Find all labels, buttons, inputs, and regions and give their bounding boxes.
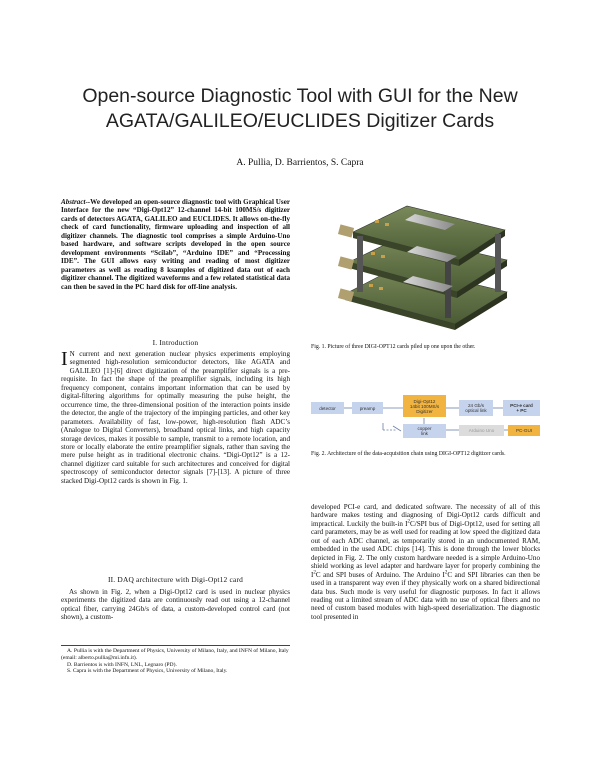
title-line-2: AGATA/GALILEO/EUCLIDES Digitizer Cards	[105, 110, 495, 132]
footnote-1: A. Pullia is with the Department of Physics, University of Milano, Italy, and INFN of Milano, Italy (email: alberto.pullia@mi.infn.it).	[61, 648, 289, 661]
block-preamp: preamp	[352, 402, 383, 414]
intro-heading: I. Introduction	[152, 338, 199, 347]
footnote-rule	[61, 645, 290, 646]
abstract-label: Abstract	[61, 198, 86, 206]
block-pci-card: PCI-e card + PC	[503, 400, 540, 416]
fig1-photo	[335, 196, 515, 334]
rc-text-b: C/SPI bus of Digi-Opt12, used for setting all card parameters, may be as well used for reading at low speed the digitized data out of each ADC channel, as temporarily stored in an undocumented RAM, embedded in the used ADC chips [14]. This is done through the lower blocks depicted in Fig. 2. The only custom hardware needed is a simple Arduino-Uno shield working as level adapter and hardware layer for properly combining the I	[311, 519, 540, 579]
fig1-caption: Fig. 1. Picture of three DIGI-OPT12 cards piled up one upon the other.	[311, 344, 476, 350]
rc-sup-2: 2	[313, 570, 316, 576]
card-stack-icon	[338, 206, 507, 330]
abstract	[61, 198, 290, 291]
daq-body: As shown in Fig. 2, when a Digi-Opt12 card is used in nuclear physics experiments the digitized data are continuously read out using a 12-channel optical fiber, carrying 24Gb/s of data, a custom-developed control card (not shown), a custom-	[61, 588, 290, 622]
fig2-diagram	[311, 390, 540, 446]
daq-heading: II. DAQ architecture with Digi-Opt12 card	[107, 575, 244, 584]
rc-text-c: C and SPI buses of Arduino. The Arduino I	[315, 570, 445, 579]
intro-dropcap: I	[61, 348, 68, 370]
footnotes	[61, 648, 290, 675]
intro-text: N current and next generation nuclear physics experiments employing segmented high-resolution semiconductor detectors, like AGATA and GALILEO [1]-[6] direct digitization of the preamplifier signals is a pre-requisite. In fact the shape of the preamplifier signals, including its high frequency component, contains important information that can be used by digital-filtering algorithms for optimally measuring the pulse height, the occurrence time, the three-dimensional position of the interaction points inside the detector, the angle of the trajectory of the impinging particles, and other key parameters. Availability of fast, low-power, high-resolution flash ADC’s (Analogue to Digital Converters), broadband optical links, and high capacity storage devices, makes it possible to sample, transmit to a remote location, and store or locally elaborate the entire preamplifier signals, rather than saving the mere pulse height as in traditional electronic chains. “Digi-Opt12” is a 12-channel digitizer card suitable for such architectures and conceived for digital spectroscopy of semiconductor detector signals [7]-[13]. A picture of three stacked Digi-Opt12 cards is shown in Fig. 1.	[61, 350, 290, 485]
authors: A. Pullia, D. Barrientos, S. Capra	[236, 158, 364, 168]
fig2-caption: Fig. 2. Architecture of the data-acquisition chain using DIGI-OPT12 digitizer cards.	[311, 451, 506, 457]
paper-title	[40, 84, 560, 134]
block-copper-link: copper link	[403, 424, 446, 438]
rc-text-a: developed PCI-e card, and dedicated software. The necessity of all of this hardware makes testing and diagnosing of Digi-Opt12 cards difficult and impractical. Luckily the built-in I	[311, 503, 540, 528]
abstract-text: --We developed an open-source diagnostic tool with Graphical User Interface for the new “Digi-Opt12” 12-channel 14-bit 100MS/s digitizer cards of detectors AGATA, GALILEO and EUCLIDES. It allows on-the-fly check of card functionality, firmware uploading and inspection of all digitizer channels. The diagnostic tool comprises a simple Arduino-Uno based hardware, and software scripts developed in the open source development environments “Scilab”, “Arduino IDE” and “Processing IDE”. The GUI allows easy writing and reading of most digitizer parameters as well as reading 8 ksamples of digitized data out of each digitizer channel. The digitized waveforms and a few related statistical data can then be saved in the PC hard disk for off-line analysis.	[61, 198, 290, 291]
block-detector: detector	[311, 402, 344, 414]
footnote-2: D. Barrientos is with INFN, LNL, Legnaro (PD).	[67, 661, 177, 668]
block-arduino: Arduino Uno	[459, 425, 504, 436]
footnote-3: S. Capra is with the Department of Physics, University of Milano, Italy.	[67, 668, 228, 675]
title-line-1: Open-source Diagnostic Tool with GUI for the New	[82, 85, 518, 107]
intro-body	[61, 350, 290, 485]
block-pc-gui: PC-GUI	[508, 425, 540, 436]
rc-sup-3: 2	[444, 570, 448, 576]
right-column-body	[311, 503, 540, 621]
rc-text-d: C and SPI libraries can then be used in a transparent way even if they physically work on a shared bidirectional data bus. Such mode is very useful for diagnostic purposes. In fact it allows reading out a limited stream of ADC data with no use of optical fibers and no need of custom based modules with high-speed deserialization. The diagnostic tool presented in	[311, 570, 540, 621]
block-optical-link: 24 Gb/s optical link	[459, 400, 493, 416]
block-digiopt12: Digi-Opt12 14bit 100MS/s Digitizer	[403, 395, 446, 417]
rc-sup-1: 2	[407, 519, 410, 525]
